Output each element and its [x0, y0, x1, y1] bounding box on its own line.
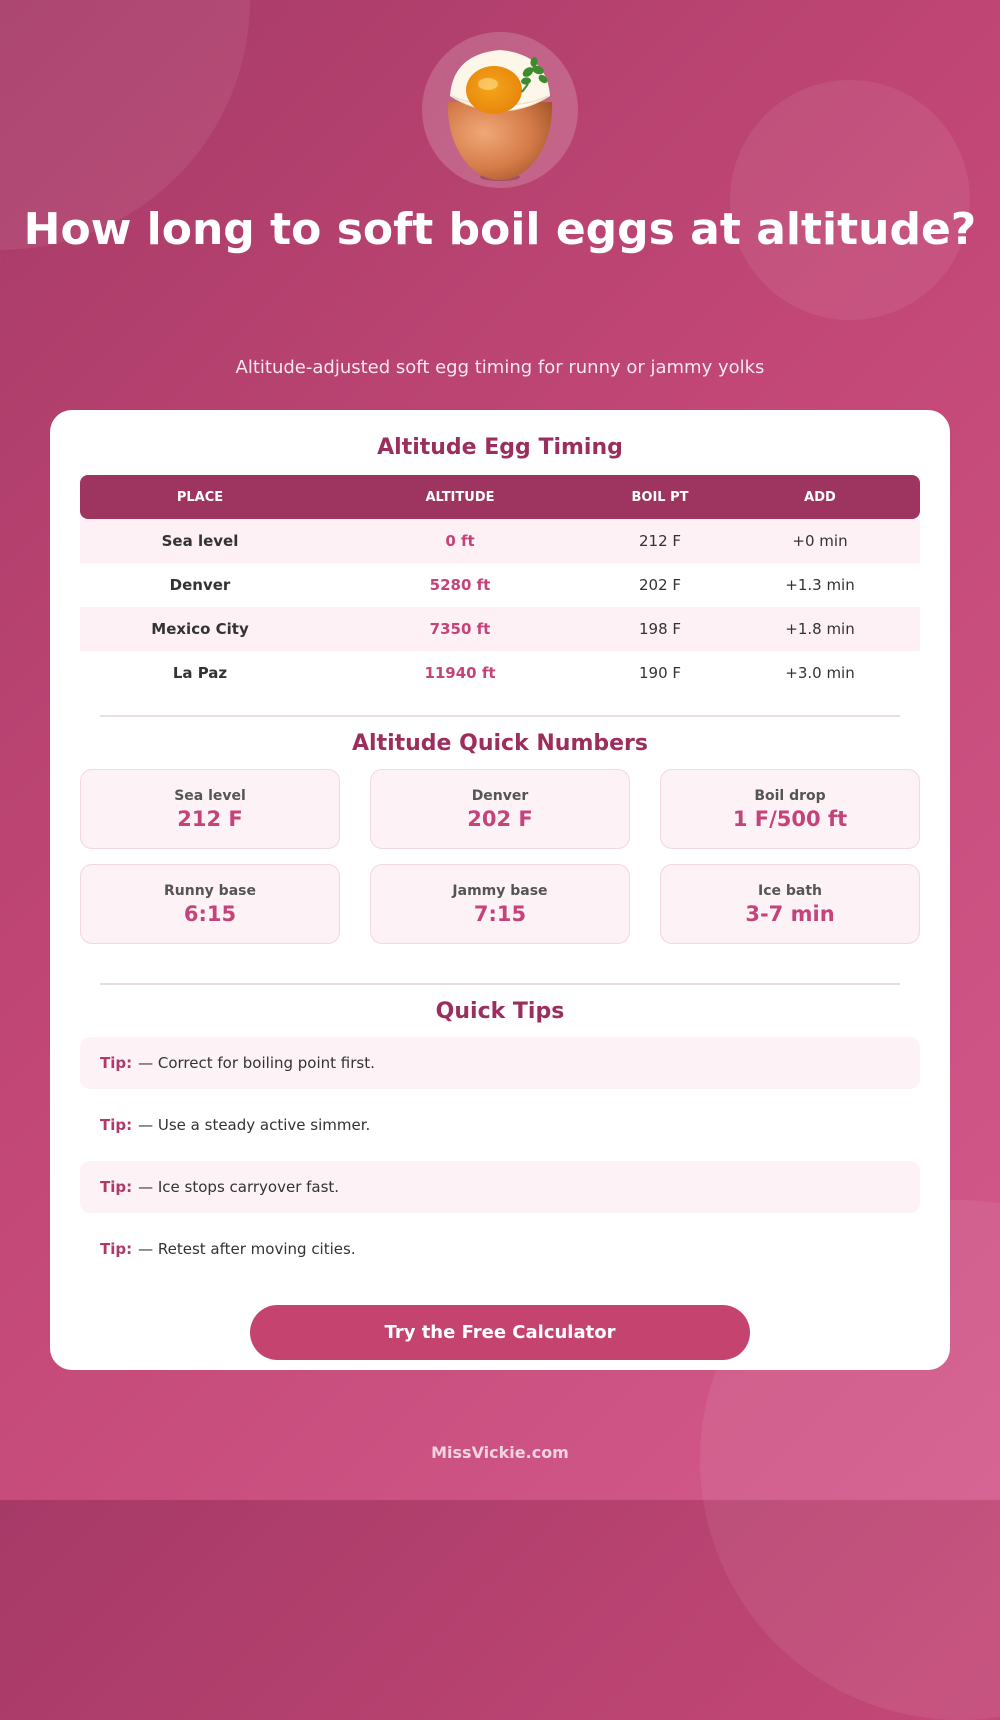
tip-item [80, 1037, 920, 1089]
stat-card-jammy-base [370, 864, 630, 944]
stat-value: 1 F/500 ft [732, 807, 848, 831]
tip-label: Tip: [100, 1240, 133, 1258]
altitude-cell: 5280 ft [429, 576, 491, 594]
tip-item [80, 1099, 920, 1151]
content-card [50, 410, 950, 1370]
altitude-cell: 7350 ft [429, 620, 491, 638]
quick-tips-title: Quick Tips [435, 999, 565, 1024]
altitude-cell: 11940 ft [424, 664, 496, 682]
stat-card-boil-drop [660, 769, 920, 849]
add-time-cell: +3.0 min [785, 664, 855, 682]
stat-card-runny-base [80, 864, 340, 944]
tip-text: — Ice stops carryover fast. [138, 1178, 340, 1196]
soft-boiled-egg-icon [422, 32, 578, 188]
tip-label: Tip: [100, 1054, 133, 1072]
table-row [80, 519, 920, 563]
timing-table-title: Altitude Egg Timing [377, 435, 623, 460]
stat-value: 7:15 [473, 902, 527, 926]
stat-label: Boil drop [754, 788, 826, 804]
stat-value: 3-7 min [745, 902, 835, 926]
stat-value: 212 F [177, 807, 243, 831]
section-divider [100, 715, 900, 717]
altitude-cell: 0 ft [445, 532, 475, 550]
tip-text: — Use a steady active simmer. [138, 1116, 371, 1134]
stat-label: Sea level [174, 788, 246, 804]
table-header [80, 475, 920, 519]
column-header-place: PLACE [176, 489, 224, 505]
table-row [80, 563, 920, 607]
add-time-cell: +1.8 min [785, 620, 855, 638]
boil-point-cell: 190 F [638, 664, 682, 682]
boil-point-cell: 198 F [638, 620, 682, 638]
place-cell: La Paz [172, 664, 228, 682]
column-header-boil-pt: BOIL PT [631, 489, 689, 505]
altitude-timing-table [80, 475, 920, 695]
tip-text: — Correct for boiling point first. [138, 1054, 375, 1072]
stat-card-ice-bath [660, 864, 920, 944]
stat-card-denver [370, 769, 630, 849]
stat-label: Runny base [164, 883, 256, 899]
add-time-cell: +1.3 min [785, 576, 855, 594]
column-header-add: ADD [804, 489, 836, 505]
section-divider [100, 983, 900, 985]
tip-item [80, 1223, 920, 1275]
quick-numbers-title: Altitude Quick Numbers [352, 731, 648, 756]
boil-point-cell: 202 F [638, 576, 682, 594]
stat-value: 6:15 [183, 902, 237, 926]
boil-point-cell: 212 F [638, 532, 682, 550]
background-circle [730, 80, 970, 320]
stat-label: Denver [471, 788, 529, 804]
table-row [80, 607, 920, 651]
stat-card-sea-level [80, 769, 340, 849]
place-cell: Denver [169, 576, 231, 594]
place-cell: Sea level [161, 532, 239, 550]
stat-label: Jammy base [452, 883, 548, 899]
column-header-altitude: ALTITUDE [425, 489, 495, 505]
stat-label: Ice bath [757, 883, 822, 899]
tip-label: Tip: [100, 1178, 133, 1196]
table-row [80, 651, 920, 695]
page-subtitle: Altitude-adjusted soft egg timing for runny or jammy yolks [235, 357, 765, 378]
free-calculator-button[interactable]: Try the Free Calculator [250, 1305, 750, 1360]
tip-text: — Retest after moving cities. [138, 1240, 356, 1258]
tip-item [80, 1161, 920, 1213]
tip-label: Tip: [100, 1116, 133, 1134]
footer-site-name: MissVickie.com [431, 1443, 569, 1462]
stat-value: 202 F [467, 807, 533, 831]
place-cell: Mexico City [151, 620, 249, 638]
add-time-cell: +0 min [792, 532, 848, 550]
page-title: How long to soft boil eggs at altitude? [23, 204, 977, 255]
